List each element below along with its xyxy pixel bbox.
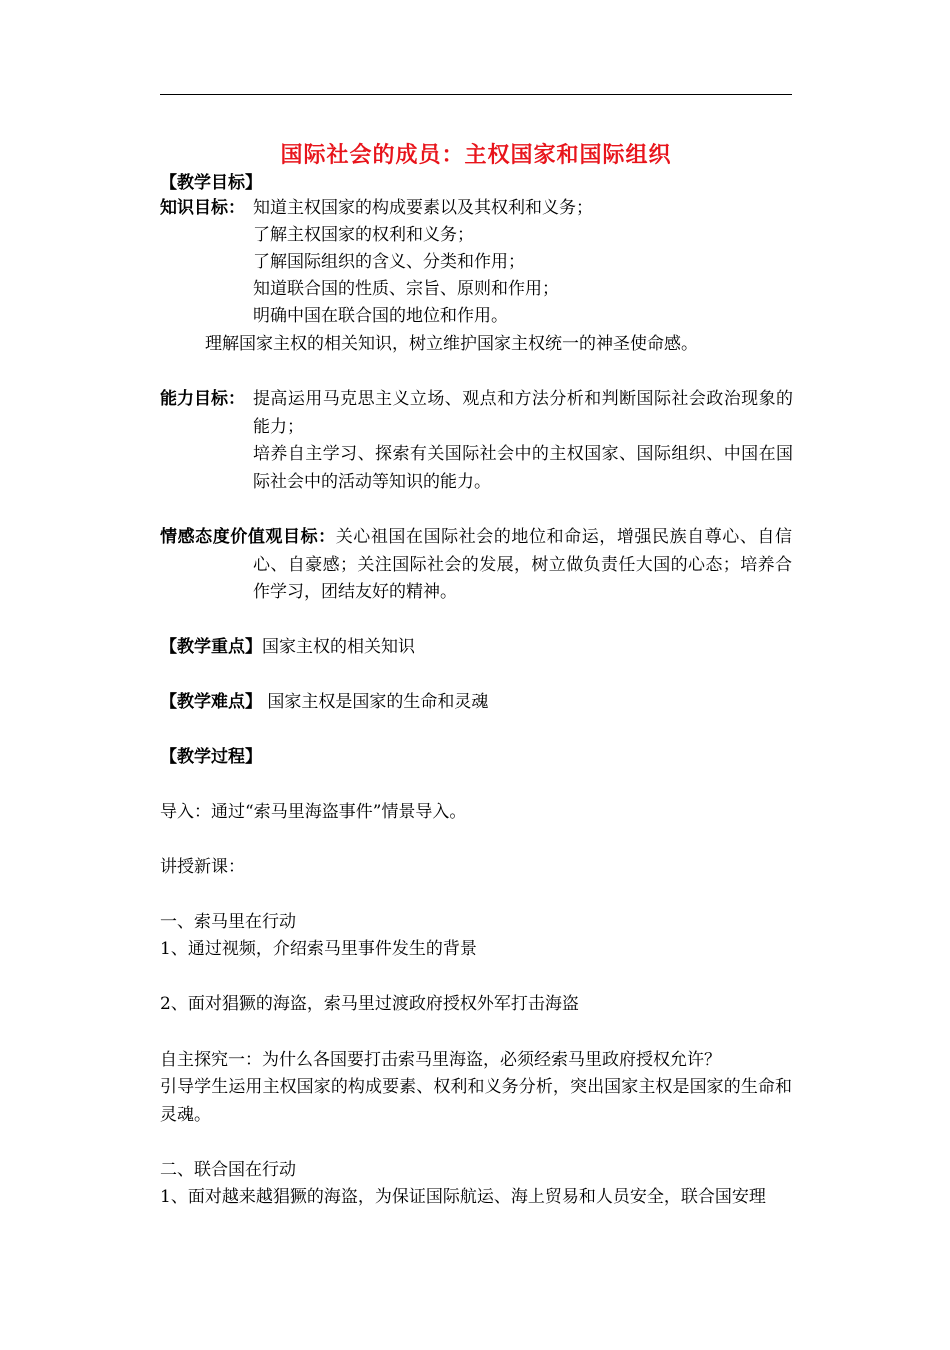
emotion-goal: [160, 524, 792, 607]
emotion-goal-label: 情感态度价值观目标：: [160, 527, 336, 547]
knowledge-goal-label: 知识目标：: [160, 198, 245, 218]
process-lecture: 讲授新课：: [160, 857, 245, 877]
document-title: 国际社会的成员：主权国家和国际组织: [280, 142, 672, 168]
process-heading: 【教学过程】: [160, 747, 262, 767]
section-1-title: 一、索马里在行动: [160, 912, 296, 932]
explore-1-question: 自主探究一：为什么各国要打击索马里海盗，必须经索马里政府授权允许？: [160, 1050, 721, 1070]
ability-goal-label: 能力目标：: [160, 389, 245, 409]
section-2-item-1: 1、面对越来越猖獗的海盗，为保证国际航运、海上贸易和人员安全，联合国安理: [160, 1187, 766, 1207]
goals-heading: 【教学目标】: [160, 173, 262, 193]
process-intro: 导入：通过“索马里海盗事件”情景导入。: [160, 802, 467, 822]
difficulty-label: 【教学难点】: [160, 692, 262, 712]
ability-goal-item-1: 提高运用马克思主义立场、观点和方法分析和判断国际社会政治现象的能力；: [253, 389, 793, 437]
knowledge-goal-extra: 理解国家主权的相关知识，树立维护国家主权统一的神圣使命感。: [205, 334, 698, 354]
key-point-label: 【教学重点】: [160, 637, 262, 657]
key-point-text: 国家主权的相关知识: [262, 637, 415, 657]
knowledge-goal-item-3: 了解国际组织的含义、分类和作用；: [253, 252, 525, 272]
section-1-item-2: 2、面对猖獗的海盗，索马里过渡政府授权外军打击海盗: [160, 994, 579, 1014]
knowledge-goal-item-5: 明确中国在联合国的地位和作用。: [253, 306, 508, 326]
knowledge-goal-item-4: 知道联合国的性质、宗旨、原则和作用；: [253, 279, 559, 299]
difficulty-text: 国家主权是国家的生命和灵魂: [267, 692, 489, 712]
knowledge-goal-item-1: 知道主权国家的构成要素以及其权利和义务；: [253, 198, 593, 218]
ability-goal-item-2: 培养自主学习、探索有关国际社会中的主权国家、国际组织、中国在国际社会中的活动等知识的能力。: [253, 444, 793, 492]
emotion-goal-text: 关心祖国在国际社会的地位和命运，增强民族自尊心、自信心、自豪感；关注国际社会的发展，树立做负责任大国的心态；培养合作学习，团结友好的精神。: [253, 527, 793, 602]
section-1-item-1: 1、通过视频，介绍索马里事件发生的背景: [160, 939, 477, 959]
section-2-title: 二、联合国在行动: [160, 1160, 296, 1180]
knowledge-goal-item-2: 了解主权国家的权利和义务；: [253, 225, 474, 245]
explore-1-guide: 引导学生运用主权国家的构成要素、权利和义务分析，突出国家主权是国家的生命和灵魂。: [160, 1077, 792, 1125]
difficulty: [160, 689, 488, 716]
header-rule: [160, 94, 792, 95]
key-point: [160, 634, 415, 661]
